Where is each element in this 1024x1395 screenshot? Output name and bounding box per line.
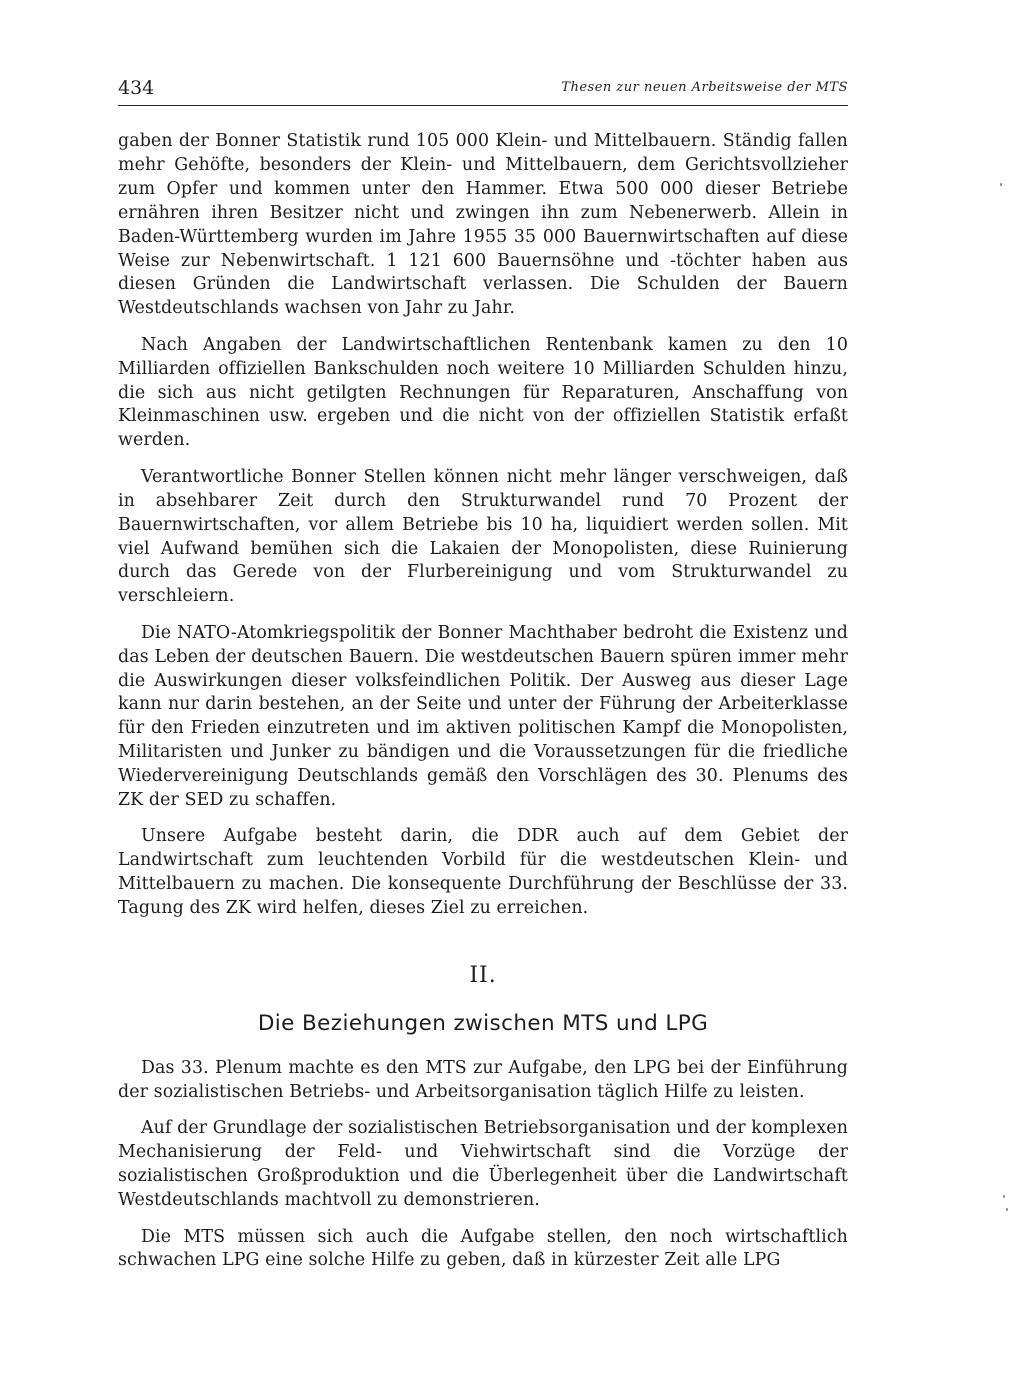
running-head: Thesen zur neuen Arbeitsweise der MTS xyxy=(561,80,848,95)
page-number: 434 xyxy=(118,77,155,99)
paragraph: Verantwortliche Bonner Stellen können nicht mehr länger verschweigen, daß in absehbarer Zeit durch den Strukturwandel rund 70 Prozent der Bauernwirtschaften, vor allem Betriebe bis 10 ha, liquidiert werden sollen. Mit viel Aufwand bemühen sich die Lakaien der Monopolisten, diese Ruinierung durch das Gerede von der Flurbereinigung und vom Strukturwandel zu verschleiern. xyxy=(118,466,848,607)
paragraph: Das 33. Plenum machte es den MTS zur Aufgabe, den LPG bei der Einführung der sozialistischen Betriebs- und Arbeitsorganisation täglich Hilfe zu leisten. xyxy=(118,1058,848,1102)
scan-speck xyxy=(1000,183,1002,186)
page-body xyxy=(118,130,848,1286)
paragraph: Die MTS müssen sich auch die Aufgabe stellen, den noch wirtschaftlich schwachen LPG eine solche Hilfe zu geben, daß in kürzester Zeit alle LPG xyxy=(118,1226,848,1271)
paragraph: gaben der Bonner Statistik rund 105 000 Klein- und Mittelbauern. Ständig fallen mehr Gehöfte, besonders der Klein- und Mittelbauern, dem Gerichtsvollzieher zum Opfer und kommen unter den Hammer. Etwa 500 000 dieser Betriebe ernähren ihren Besitzer nicht und zwingen ihn zum Nebenerwerb. Allein in Baden-Württemberg wurden im Jahre 1955 35 000 Bauernwirtschaften auf diese Weise zur Nebenwirtschaft. 1 121 600 Bauernsöhne und -töchter haben aus diesen Gründen die Landwirtschaft verlassen. Die Schulden der Bauern Westdeutschlands wachsen von Jahr zu Jahr. xyxy=(118,131,848,319)
paragraph: Unsere Aufgabe besteht darin, die DDR auch auf dem Gebiet der Landwirtschaft zum leuchtenden Vorbild für die westdeutschen Klein- und Mittelbauern zu machen. Die konsequente Durchführung der Beschlüsse der 33. Tagung des ZK wird helfen, dieses Ziel zu erreichen. xyxy=(118,826,848,919)
paragraph: Nach Angaben der Landwirtschaftlichen Rentenbank kamen zu den 10 Milliarden offiziellen Bankschulden noch weitere 10 Milliarden Schulden hinzu, die sich aus nicht getilgten Rechnungen für Reparaturen, Anschaffung von Kleinmaschinen usw. ergeben und die nicht von der offiziellen Statistik erfaßt werden. xyxy=(118,334,848,451)
section-title: Die Beziehungen zwischen MTS und LPG xyxy=(257,1011,709,1037)
scan-speck xyxy=(1006,1208,1008,1211)
page-header xyxy=(118,77,848,106)
section-number: II. xyxy=(469,963,497,989)
scan-speck xyxy=(1003,1195,1005,1198)
paragraph: Auf der Grundlage der sozialistischen Betriebsorganisation und der komplexen Mechanisierung der Feld- und Viehwirtschaft sind die Vorzüge der sozialistischen Großproduktion und die Überlegenheit über die Landwirtschaft Westdeutschlands machtvoll zu demonstrieren. xyxy=(118,1118,848,1211)
paragraph: Die NATO-Atomkriegspolitik der Bonner Machthaber bedroht die Existenz und das Leben der deutschen Bauern. Die westdeutschen Bauern spüren immer mehr die Auswirkungen dieser volksfeindlichen Politik. Der Ausweg aus dieser Lage kann nur darin bestehen, an der Seite und unter der Führung der Arbeiterklasse für den Frieden einzutreten und im aktiven politischen Kampf die Monopolisten, Militaristen und Junker zu bändigen und die Voraussetzungen für die friedliche Wiedervereinigung Deutschlands gemäß den Vorschlägen des 30. Plenums des ZK der SED zu schaffen. xyxy=(118,622,848,811)
